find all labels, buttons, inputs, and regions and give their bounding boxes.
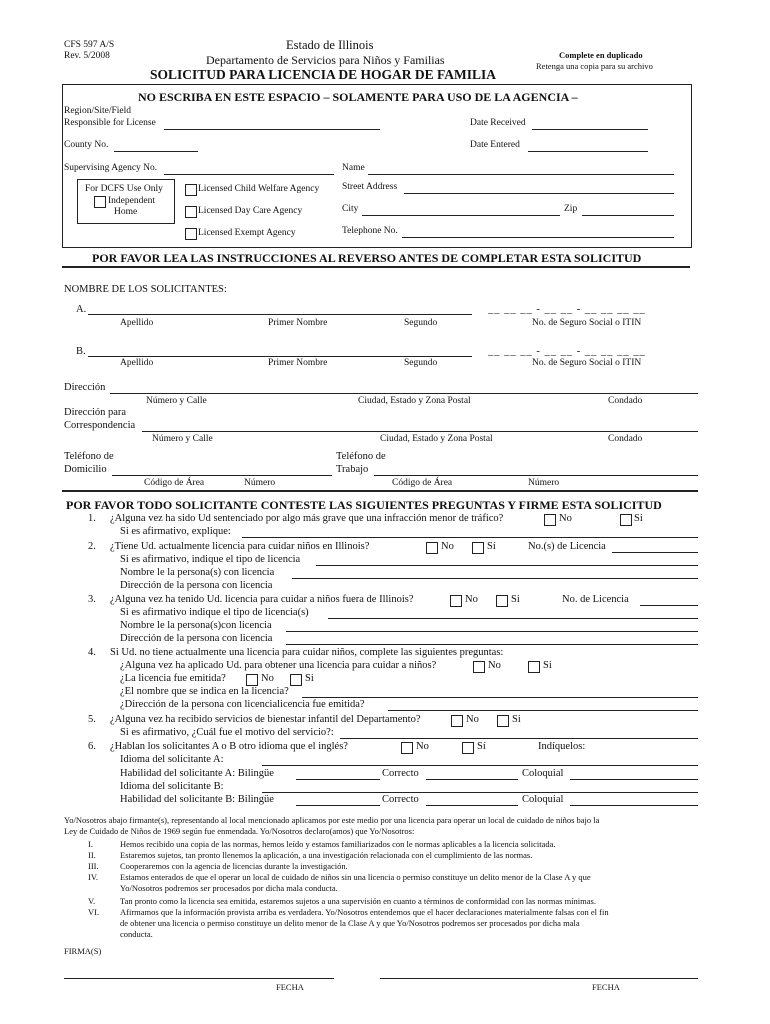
applicant-b-ssn-field[interactable]: __ __ __ - __ __ - __ __ __ __	[488, 346, 646, 357]
q3b-field[interactable]	[286, 631, 698, 632]
instructions-banner: POR FAVOR LEA LAS INSTRUCCIONES AL REVERSO ANTES DE COMPLETAR ESTA SOLICITUD	[92, 251, 642, 265]
declaration-item-5-num: V.	[88, 896, 96, 906]
q4a-text: ¿Alguna vez ha aplicado Ud. para obtener una licencia para cuidar a niños?	[120, 660, 437, 671]
child-welfare-agency-checkbox[interactable]	[185, 184, 197, 196]
applicant-a-ssn-field[interactable]: __ __ __ - __ __ - __ __ __ __	[488, 304, 646, 315]
q3-number: 3.	[88, 594, 96, 605]
street-label: Street Address	[342, 182, 398, 192]
mailing-street-caption: Número y Calle	[152, 434, 213, 444]
q3a-text: Si es afirmativo indique el tipo de licencia(s)	[120, 607, 309, 618]
declaration-item-3-num: III.	[88, 861, 99, 871]
q5-si-checkbox[interactable]	[497, 715, 509, 727]
q6b-colloquial-label: Coloquial	[522, 768, 564, 779]
exempt-agency-label: Licensed Exempt Agency	[198, 228, 296, 238]
signature-field-a[interactable]	[64, 978, 334, 979]
work-number-caption: Número	[528, 478, 560, 488]
q3-si-label: Si	[511, 594, 520, 605]
q3-no-checkbox[interactable]	[450, 595, 462, 607]
q2-text: ¿Tiene Ud. actualmente licencia para cuidar niños en Illinois?	[110, 541, 370, 552]
day-care-agency-label: Licensed Day Care Agency	[198, 206, 303, 216]
department-name: Departamento de Servicios para Niños y Familias	[206, 53, 445, 67]
q2a-field[interactable]	[316, 565, 698, 566]
street-field[interactable]	[404, 193, 674, 194]
q4d-text: ¿Dirección de la persona con licencialicencia fue emitida?	[120, 699, 365, 710]
declaration-item-1: Hemos recibido una copia de las normas, hemos leído y estamos familiarizados con le normas aplicables a la licencia solicitada.	[120, 839, 556, 849]
exempt-agency-checkbox[interactable]	[185, 228, 197, 240]
declaration-item-3: Cooperaremos con la agencia de licencias durante la investigación.	[120, 861, 348, 871]
q1a-field[interactable]	[242, 537, 698, 538]
surname-caption-b: Apellido	[120, 358, 154, 368]
q6-no-label: No	[416, 741, 429, 752]
duplicate-title: Complete en duplicado	[559, 50, 643, 60]
duplicate-note: Retenga una copia para su archivo	[536, 61, 653, 71]
q6d-colloquial-label: Coloquial	[522, 794, 564, 805]
date-entered-label: Date Entered	[470, 140, 520, 150]
work-phone-label-2: Trabajo	[336, 464, 369, 475]
q6b-text: Habilidad del solicitante A: Bilingüe	[120, 768, 274, 779]
agency-name-field[interactable]	[368, 174, 674, 175]
mailing-label-2: Correspondencia	[64, 420, 136, 431]
q1a-text: Si es afirmativo, explique:	[120, 526, 231, 537]
q6b-correct-label: Correcto	[382, 768, 419, 779]
banner-rule	[62, 266, 690, 268]
child-welfare-agency-label: Licensed Child Welfare Agency	[198, 184, 320, 194]
signature-field-b[interactable]	[380, 978, 698, 979]
q6-indicate-label: Indíquelos:	[538, 741, 586, 752]
second-name-caption-a: Segundo	[404, 318, 438, 328]
q1-si-checkbox[interactable]	[620, 514, 632, 526]
q4a-si-checkbox[interactable]	[528, 661, 540, 673]
q4b-no-checkbox[interactable]	[246, 674, 258, 686]
q6-si-checkbox[interactable]	[462, 742, 474, 754]
q6d-text: Habilidad del solicitante B: Bilingüe	[120, 794, 274, 805]
applicant-b-label: B.	[76, 346, 86, 357]
applicant-a-name-field[interactable]	[88, 314, 472, 315]
q3c-text: Dirección de la persona con licencia	[120, 633, 273, 644]
ssn-caption-b: No. de Seguro Social o ITIN	[532, 358, 642, 368]
declaration-item-6c: conducta.	[120, 929, 153, 939]
home-phone-field[interactable]	[112, 475, 332, 476]
address-label: Dirección	[64, 382, 106, 393]
q6a-text: Idioma del solicitante A:	[120, 754, 224, 765]
q4a-no-checkbox[interactable]	[473, 661, 485, 673]
declaration-intro-2: Ley de Cuidado de Niños de 1969 según fue enmendada. Yo/Nosotros declaro(amos) que Yo/Nosotros:	[64, 826, 415, 836]
date-received-field[interactable]	[532, 129, 648, 130]
q5-si-label: Si	[512, 714, 521, 725]
telephone-field[interactable]	[402, 237, 674, 238]
second-name-caption-b: Segundo	[404, 358, 438, 368]
date-label-b: FECHA	[592, 982, 620, 992]
independent-checkbox[interactable]	[94, 196, 106, 208]
q2-no-checkbox[interactable]	[426, 542, 438, 554]
responsible-field[interactable]	[164, 129, 380, 130]
address-street-caption: Número y Calle	[146, 396, 207, 406]
page-title: SOLICITUD PARA LICENCIA DE HOGAR DE FAMILIA	[150, 67, 497, 82]
q2-license-label: No.(s) de Licencia	[528, 541, 606, 552]
declaration-item-2: Estaremos sujetos, tan pronto llenemos la aplicación, a una investigación relacionada con el cumplimiento de las normas.	[120, 850, 533, 860]
declaration-intro: Yo/Nosotros abajo firmante(s), representando al local mencionado aplicamos por este medio por una licencia para operar un local de cuidado de niños bajo la	[64, 815, 600, 825]
q6c-text: Idioma del solicitante B:	[120, 781, 224, 792]
mailing-address-field[interactable]	[142, 431, 698, 432]
q4c-field[interactable]	[302, 697, 698, 698]
county-no-field[interactable]	[114, 151, 198, 152]
q4-text: Si Ud. no tiene actualmente una licencia para cuidar niños, complete las siguientes preguntas:	[110, 647, 504, 658]
q4c-text: ¿El nombre que se indica en la licencia?	[120, 686, 289, 697]
first-name-caption-b: Primer Nombre	[268, 358, 328, 368]
work-phone-label-1: Teléfono de	[336, 451, 386, 462]
supervising-label: Supervising Agency No.	[64, 163, 158, 173]
q2b-field[interactable]	[292, 578, 698, 579]
home-number-caption: Número	[244, 478, 276, 488]
q3-text: ¿Alguna vez ha tenido Ud. licencia para cuidar a niños fuera de Illinois?	[110, 594, 414, 605]
date-received-label: Date Received	[470, 118, 526, 128]
home-phone-label-1: Teléfono de	[64, 451, 114, 462]
q1-text: ¿Alguna vez ha sido Ud sentenciado por algo más grave que una infracción menor de tráfico?	[110, 513, 504, 524]
q4b-si-checkbox[interactable]	[290, 674, 302, 686]
q2b-text: Nombre le la persona(s) con licencia	[120, 567, 275, 578]
q4b-text: ¿La licencia fue emitida?	[120, 673, 226, 684]
declaration-item-1-num: I.	[88, 839, 93, 849]
q4d-field[interactable]	[388, 710, 698, 711]
q5-no-label: No	[466, 714, 479, 725]
q3-si-checkbox[interactable]	[496, 595, 508, 607]
q4a-no-label: No	[488, 660, 501, 671]
q4-number: 4.	[88, 647, 96, 658]
responsible-label: Responsible for License	[64, 118, 156, 128]
q6d-correct-label: Correcto	[382, 794, 419, 805]
declaration-item-4: Estamos enterados de que el operar un local de cuidado de niños sin una licencia o permiso constituye un delito menor de la Clase A y que	[120, 872, 591, 882]
q4b-si-label: Si	[305, 673, 314, 684]
form-code: CFS 597 A/S	[64, 40, 115, 50]
q5a-field[interactable]	[340, 738, 698, 739]
work-phone-field[interactable]	[374, 475, 698, 476]
telephone-label: Telephone No.	[342, 226, 398, 236]
day-care-agency-checkbox[interactable]	[185, 206, 197, 218]
address-city-caption: Ciudad, Estado y Zona Postal	[358, 396, 471, 406]
declaration-item-4b: Yo/Nosotros podremos ser procesados por dicha mala conducta.	[120, 883, 338, 893]
county-no-label: County No.	[64, 140, 109, 150]
form-revision: Rev. 5/2008	[64, 51, 110, 61]
applicant-b-name-field[interactable]	[88, 356, 472, 357]
q3-license-field[interactable]	[640, 605, 698, 606]
q6-si-label: Sí	[477, 741, 486, 752]
q6b-bilingual-field[interactable]	[296, 779, 380, 780]
home-area-code-caption: Código de Área	[144, 478, 205, 488]
address-county-caption: Condado	[608, 396, 643, 406]
q3a-field[interactable]	[328, 618, 698, 619]
work-area-code-caption: Código de Área	[392, 478, 453, 488]
date-entered-field[interactable]	[528, 151, 648, 152]
q4b-no-label: No	[261, 673, 274, 684]
q1-no-checkbox[interactable]	[544, 514, 556, 526]
declaration-item-2-num: II.	[88, 850, 96, 860]
q6-number: 6.	[88, 741, 96, 752]
supervising-field[interactable]	[164, 174, 334, 175]
applicants-heading: NOMBRE DE LOS SOLICITANTES:	[64, 284, 227, 295]
q2c-text: Dirección de la persona con licencia	[120, 580, 273, 591]
dcfs-label: For DCFS Use Only	[85, 184, 163, 194]
q6d-colloquial-field[interactable]	[570, 805, 698, 806]
declaration-item-5: Tan pronto como la licencia sea emitida, estaremos sujetos a una supervisión en cuanto a términos de conformidad con las normas mínimas.	[120, 896, 596, 906]
region-label: Region/Site/Field	[64, 106, 132, 116]
home-label: Home	[114, 207, 138, 217]
mailing-label-1: Dirección para	[64, 407, 127, 418]
q1-number: 1.	[88, 513, 96, 524]
independent-label: Independent	[108, 196, 155, 206]
q6c-field[interactable]	[262, 792, 698, 793]
q2-si-label: Sí	[487, 541, 496, 552]
first-name-caption-a: Primer Nombre	[268, 318, 328, 328]
q5a-text: Si es afirmativo, ¿Cuál fue el motivo del servicio?:	[120, 727, 334, 738]
q6-text: ¿Hablan los solicitantes A o B otro idioma que el inglés?	[110, 741, 348, 752]
q6d-bilingual-field[interactable]	[296, 805, 380, 806]
questions-banner: POR FAVOR TODO SOLICITANTE CONTESTE LAS SIGUIENTES PREGUNTAS Y FIRME ESTA SOLICITUD	[66, 498, 662, 512]
q6b-correct-field[interactable]	[426, 779, 518, 780]
q2-number: 2.	[88, 541, 96, 552]
city-label: City	[342, 204, 359, 214]
signature-label: FIRMA(S)	[64, 946, 102, 956]
q3b-text: Nombre le la persona(s)con licencia	[120, 620, 272, 631]
q5-number: 5.	[88, 714, 96, 725]
declaration-item-6: Afirmamos que la información provista arriba es verdadera. Yo/Nosotros entendemos que el hacer declaraciones materialmente falsas con el fin	[120, 907, 609, 917]
declaration-item-4-num: IV.	[88, 872, 98, 882]
q1-no-label: No	[559, 513, 572, 524]
agency-name-label: Name	[342, 163, 365, 173]
q6d-correct-field[interactable]	[426, 805, 518, 806]
state-name: Estado de Illinois	[286, 38, 374, 52]
ssn-caption-a: No. de Seguro Social o ITIN	[532, 318, 642, 328]
declaration-item-6b: de obtener una licencia o permiso constituye un delito menor de la Clase A y que Yo/Nosotros podremos ser procesados por dicha mala	[120, 918, 580, 928]
q3-no-label: No	[465, 594, 478, 605]
surname-caption-a: Apellido	[120, 318, 154, 328]
q1-si-label: Si	[634, 513, 643, 524]
mailing-county-caption: Condado	[608, 434, 643, 444]
q5-text: ¿Alguna vez ha recibido servicios de bienestar infantil del Departamento?	[110, 714, 421, 725]
q6b-colloquial-field[interactable]	[570, 779, 698, 780]
city-field[interactable]	[362, 215, 560, 216]
q4a-si-label: Si	[543, 660, 552, 671]
q2a-text: Si es afirmativo, indique el tipo de licencia	[120, 554, 301, 565]
q6-no-checkbox[interactable]	[401, 742, 413, 754]
date-label-a: FECHA	[276, 982, 304, 992]
agency-heading: NO ESCRIBA EN ESTE ESPACIO – SOLAMENTE PARA USO DE LA AGENCIA –	[138, 90, 578, 104]
mailing-city-caption: Ciudad, Estado y Zona Postal	[380, 434, 493, 444]
applicant-a-label: A.	[76, 304, 87, 315]
q2-si-checkbox[interactable]	[472, 542, 484, 554]
address-field[interactable]	[110, 393, 698, 394]
q2-no-label: No	[441, 541, 454, 552]
q6a-field[interactable]	[262, 765, 698, 766]
questions-rule	[62, 490, 698, 492]
zip-field[interactable]	[582, 215, 674, 216]
home-phone-label-2: Domicilio	[64, 464, 107, 475]
q3-license-label: No. de Licencia	[562, 594, 629, 605]
declaration-item-6-num: VI.	[88, 907, 100, 917]
zip-label: Zip	[564, 204, 578, 214]
q5-no-checkbox[interactable]	[451, 715, 463, 727]
q2-license-field[interactable]	[612, 552, 698, 553]
q3c-field[interactable]	[286, 644, 698, 645]
